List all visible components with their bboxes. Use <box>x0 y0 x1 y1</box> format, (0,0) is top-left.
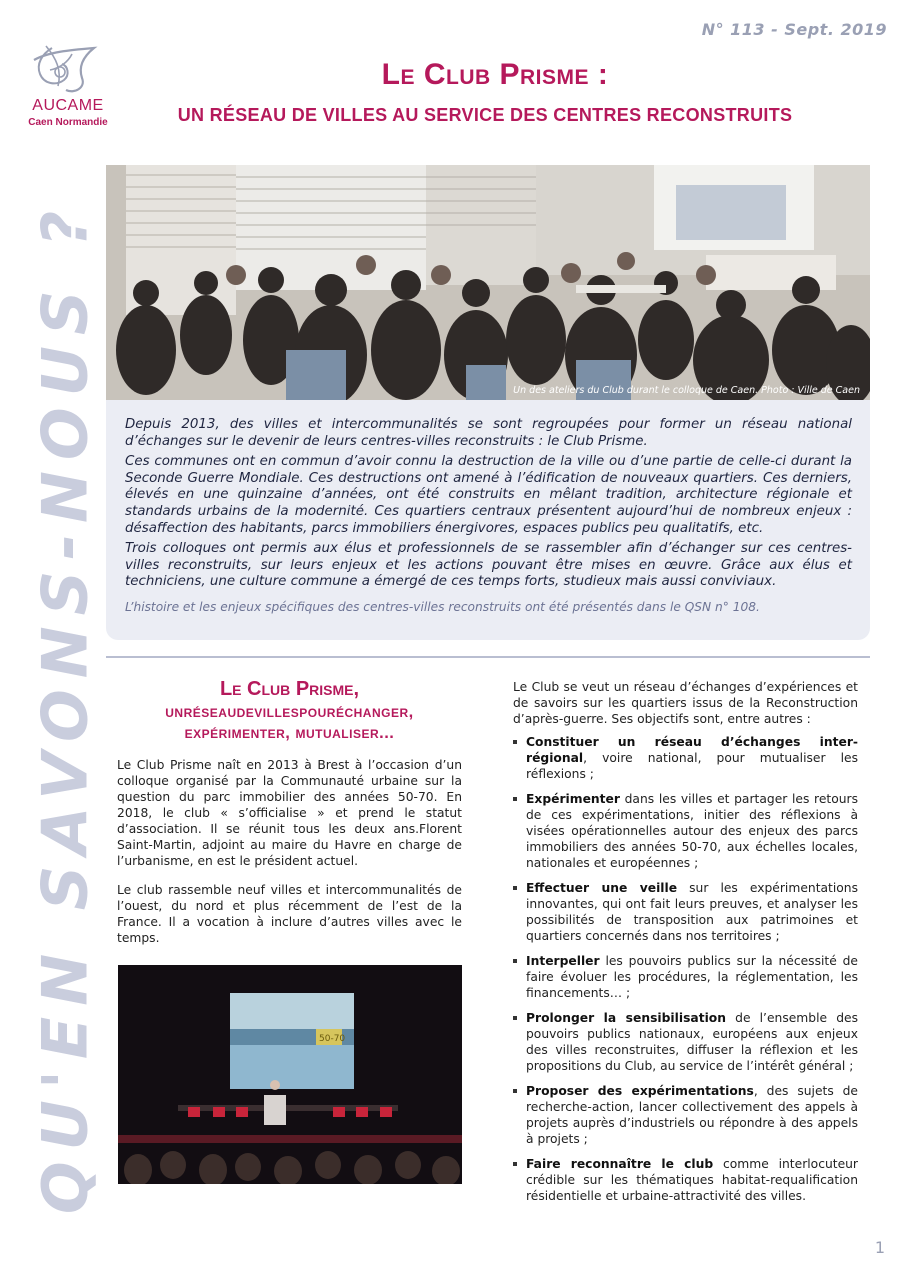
workshop-photo-illustration <box>106 165 870 400</box>
photo-caption: Un des ateliers du Club durant le colloque de Caen. Photo : Ville de Caen <box>513 385 860 396</box>
section-divider <box>106 656 870 658</box>
intro-box <box>106 400 870 640</box>
issue-number: N° 113 - Sept. 2019 <box>701 20 887 39</box>
list-item: Faire reconnaître le club comme interlocuteur crédible sur les thématiques habitat-requalification résidentielle et urbaine-attractivité des villes. <box>513 1156 858 1204</box>
logo-name: AUCAME <box>32 97 104 114</box>
list-item: Proposer des expérimentations, des sujets de recherche-action, lancer collectivement des appels à projets auprès d’industriels ou répondre à des appels à projets ; <box>513 1083 858 1147</box>
page-number: 1 <box>874 1238 885 1257</box>
objectives-intro: Le Club se veut un réseau d’échanges d’expériences et de savoirs sur les quartiers issus de la Reconstruction d’après-guerre. Ses objectifs sont, entre autres : <box>513 680 858 726</box>
workshop-photo <box>106 165 870 400</box>
page-subtitle: UN RÉSEAU DE VILLES AU SERVICE DES CENTRES RECONSTRUITS <box>177 105 793 125</box>
side-band <box>30 185 100 1230</box>
screen-text: 50-70 <box>319 1034 346 1044</box>
page-title: Le Club Prisme : <box>381 58 609 91</box>
intro-note: L’histoire et les enjeux spécifiques des centres-villes reconstruits ont été présentés dans le QSN n° 108. <box>125 599 760 614</box>
side-band-text: QU'EN SAVONS-NOUS ? <box>28 199 102 1215</box>
section-subtitle: unréseaudevillespouréchanger, expérimenter, mutualiser... <box>165 703 414 742</box>
list-item: Expérimenter dans les villes et partager les retours de ces expérimentations, initier des réflexions à visées opérationnelles autour des enjeux des parcs immobiliers des années 50-70, aux échelles locales, nationales et européennes ; <box>513 791 858 871</box>
list-item: Effectuer une veille sur les expérimentations innovantes, qui ont fait leurs preuves, et analyser les possibilités de transposition aux patrimoines et quartiers concernés dans nos territoires ; <box>513 880 858 944</box>
list-item: Constituer un réseau d’échanges inter-régional, voire national, pour mutualiser les réflexions ; <box>513 734 858 782</box>
list-item: Prolonger la sensibilisation de l’ensemble des pouvoirs publics nationaux, européens aux enjeux des villes reconstruites, diffuser la réflexion et les propositions du Club, au service de l’intérêt général ; <box>513 1010 858 1074</box>
logo-subtitle: Caen Normandie <box>28 117 108 128</box>
body-paragraph: Le club rassemble neuf villes et intercommunalités de l’ouest, du nord et plus récemment de l’est de la France. Il a vocation à inclure d’autres villes avec le temps. <box>117 883 462 945</box>
intro-paragraph: Ces communes ont en commun d’avoir connu la destruction de la ville ou d’une partie de celle-ci durant la Seconde Guerre Mondiale. Ces destructions ont amené à l’édification de nouveaux quartiers. Ces derniers, élevés en une quinzaine d’années, ont été construits en mêlant tradition, architecture régionale et standards urbains de la modernité. Ces quartiers centraux présentent aujourd’hui de nombreux enjeux : désaffection des habitants, parcs immobiliers énergivores, espaces publics peu qualitatifs, etc. <box>125 454 852 536</box>
list-item: Interpeller les pouvoirs publics sur la nécessité de faire évoluer les procédures, la réglementation, les financements… ; <box>513 953 858 1001</box>
conference-photo <box>118 965 462 1184</box>
section-title: Le Club Prisme, <box>219 678 360 700</box>
intro-paragraph: Trois colloques ont permis aux élus et professionnels de se rassembler afin d’échanger sur ces centres-villes reconstruits, sur leurs enjeux et les actions pouvant être mises en œuvre. Grâce aux élus et techniciens, une culture commune a émergé de ces temps forts, studieux mais aussi conviviaux. <box>125 541 852 590</box>
objectives-list <box>513 734 858 1213</box>
intro-paragraph: Depuis 2013, des villes et intercommunalités se sont regroupées pour former un réseau national d’échanges sur le devenir de leurs centres-villes reconstruits : le Club Prisme. <box>125 417 852 449</box>
conference-photo-illustration <box>118 965 462 1184</box>
body-paragraph: Le Club Prisme naît en 2013 à Brest à l’occasion d’un colloque organisé par la Communauté urbaine sur la question du parc immobilier des années 50-70. En 2018, le club « s’officialise » et prend le statut d’association. Il se réunit tous les deux ans.Florent Saint-Martin, adjoint au maire du Havre en charge de l’urbanisme, en est le président actuel. <box>117 758 462 868</box>
